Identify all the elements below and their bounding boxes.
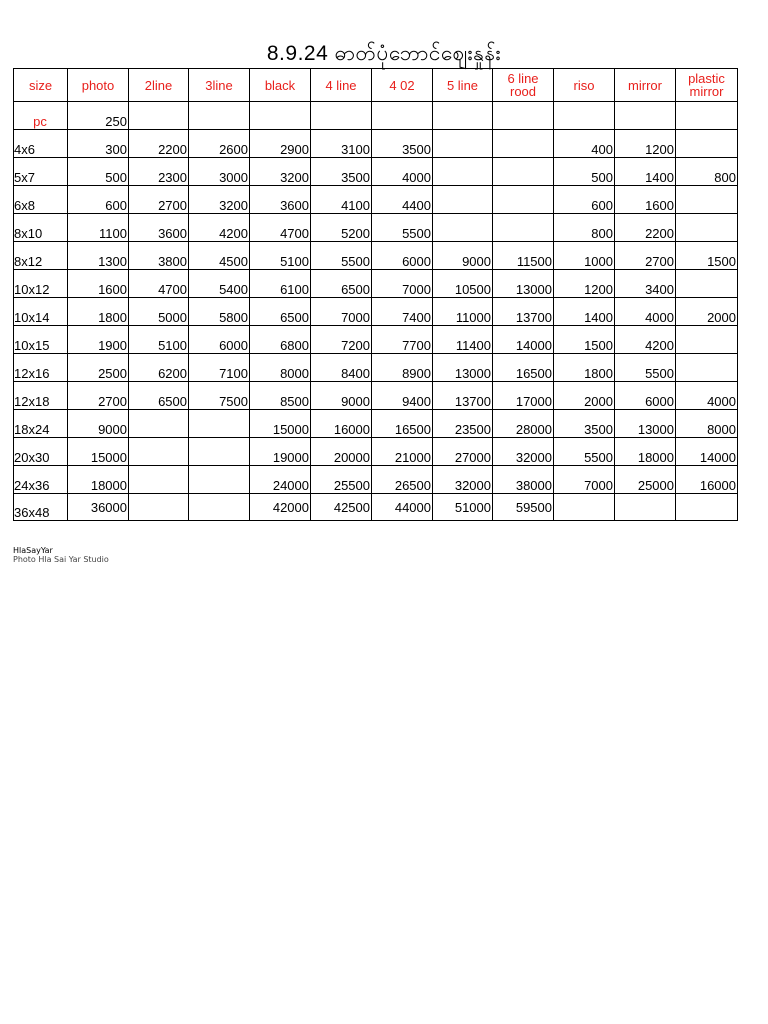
price-cell: 3000 [189, 158, 250, 186]
price-cell: 13000 [493, 270, 554, 298]
table-row [14, 214, 738, 242]
price-cell [433, 214, 493, 242]
price-cell: 59500 [493, 494, 554, 521]
column-header: 4 line [311, 69, 372, 102]
price-cell [676, 214, 738, 242]
price-cell: 4500 [189, 242, 250, 270]
price-cell: 15000 [68, 438, 129, 466]
price-cell: 4200 [615, 326, 676, 354]
footer-subtitle: Photo Hla Sai Yar Studio [13, 555, 109, 564]
price-cell: 5400 [189, 270, 250, 298]
price-cell: 15000 [250, 410, 311, 438]
price-cell [676, 326, 738, 354]
table-row [14, 354, 738, 382]
price-cell [129, 410, 189, 438]
price-cell: 300 [68, 130, 129, 158]
price-cell [493, 214, 554, 242]
price-cell: 5500 [372, 214, 433, 242]
size-cell: 20x30 [14, 438, 68, 466]
size-cell: pc [14, 102, 68, 130]
price-cell [493, 102, 554, 130]
price-cell: 7200 [311, 326, 372, 354]
price-cell: 600 [68, 186, 129, 214]
price-cell [676, 102, 738, 130]
column-header: 3line [189, 69, 250, 102]
size-cell: 8x12 [14, 242, 68, 270]
column-header: 4 02 [372, 69, 433, 102]
table-row [14, 270, 738, 298]
price-cell: 1800 [68, 298, 129, 326]
price-cell: 2700 [68, 382, 129, 410]
price-cell: 4700 [250, 214, 311, 242]
price-cell: 2700 [129, 186, 189, 214]
price-cell [433, 186, 493, 214]
price-cell: 5100 [129, 326, 189, 354]
price-cell: 3800 [129, 242, 189, 270]
price-cell: 4400 [372, 186, 433, 214]
price-cell: 1200 [554, 270, 615, 298]
table-row [14, 298, 738, 326]
price-cell: 6000 [189, 326, 250, 354]
price-cell: 1500 [554, 326, 615, 354]
price-cell: 9000 [433, 242, 493, 270]
price-cell: 8500 [250, 382, 311, 410]
price-cell: 2900 [250, 130, 311, 158]
column-header: mirror [615, 69, 676, 102]
price-cell: 6100 [250, 270, 311, 298]
price-cell [554, 494, 615, 521]
price-cell: 6000 [615, 382, 676, 410]
column-header: 5 line [433, 69, 493, 102]
size-cell: 12x18 [14, 382, 68, 410]
price-cell: 5500 [554, 438, 615, 466]
price-cell: 1200 [615, 130, 676, 158]
price-cell: 11400 [433, 326, 493, 354]
price-cell: 3600 [129, 214, 189, 242]
price-cell [372, 102, 433, 130]
price-cell [493, 186, 554, 214]
price-cell [129, 438, 189, 466]
price-cell: 3200 [250, 158, 311, 186]
table-row [14, 102, 738, 130]
price-cell [676, 130, 738, 158]
table-row [14, 186, 738, 214]
size-cell: 36x48 [14, 494, 68, 521]
size-cell: 12x16 [14, 354, 68, 382]
price-cell: 2200 [615, 214, 676, 242]
price-cell: 6000 [372, 242, 433, 270]
price-cell [189, 466, 250, 494]
price-cell: 7700 [372, 326, 433, 354]
price-cell: 4000 [615, 298, 676, 326]
price-cell: 1500 [676, 242, 738, 270]
table-row [14, 410, 738, 438]
table-row [14, 130, 738, 158]
price-cell: 5200 [311, 214, 372, 242]
price-cell: 16000 [311, 410, 372, 438]
price-cell: 42000 [250, 494, 311, 521]
price-cell [493, 158, 554, 186]
price-cell: 7400 [372, 298, 433, 326]
price-cell: 28000 [493, 410, 554, 438]
column-header: plastic mirror [676, 69, 738, 102]
price-cell: 25000 [615, 466, 676, 494]
price-cell: 7000 [311, 298, 372, 326]
price-cell: 4100 [311, 186, 372, 214]
price-cell: 1400 [615, 158, 676, 186]
price-cell: 4700 [129, 270, 189, 298]
price-cell: 1600 [615, 186, 676, 214]
price-cell: 24000 [250, 466, 311, 494]
price-cell: 8900 [372, 354, 433, 382]
price-cell: 2200 [129, 130, 189, 158]
price-cell: 9400 [372, 382, 433, 410]
size-cell: 18x24 [14, 410, 68, 438]
price-cell: 1800 [554, 354, 615, 382]
price-cell: 5000 [129, 298, 189, 326]
price-cell: 19000 [250, 438, 311, 466]
price-cell [129, 494, 189, 521]
price-cell: 16500 [493, 354, 554, 382]
size-cell: 24x36 [14, 466, 68, 494]
price-cell: 16500 [372, 410, 433, 438]
size-cell: 5x7 [14, 158, 68, 186]
table-row [14, 494, 738, 521]
price-cell [676, 354, 738, 382]
price-cell: 21000 [372, 438, 433, 466]
price-cell: 8000 [250, 354, 311, 382]
price-cell: 3600 [250, 186, 311, 214]
price-cell [433, 130, 493, 158]
price-cell: 8400 [311, 354, 372, 382]
size-cell: 6x8 [14, 186, 68, 214]
size-cell: 8x10 [14, 214, 68, 242]
price-cell: 5500 [311, 242, 372, 270]
price-cell: 11000 [433, 298, 493, 326]
price-cell: 3500 [372, 130, 433, 158]
price-cell [129, 466, 189, 494]
column-header: photo [68, 69, 129, 102]
price-cell [676, 186, 738, 214]
price-cell: 20000 [311, 438, 372, 466]
price-cell: 32000 [433, 466, 493, 494]
price-cell: 32000 [493, 438, 554, 466]
table-row [14, 438, 738, 466]
price-cell [189, 494, 250, 521]
price-cell: 400 [554, 130, 615, 158]
table-row [14, 326, 738, 354]
price-cell: 5800 [189, 298, 250, 326]
price-cell: 600 [554, 186, 615, 214]
price-cell: 3400 [615, 270, 676, 298]
footer-brand: HlaSayYar [13, 546, 53, 555]
price-cell [433, 102, 493, 130]
price-cell: 1100 [68, 214, 129, 242]
price-cell: 5100 [250, 242, 311, 270]
price-cell: 1000 [554, 242, 615, 270]
price-cell: 10500 [433, 270, 493, 298]
price-cell: 1900 [68, 326, 129, 354]
column-header: 2line [129, 69, 189, 102]
table-row [14, 382, 738, 410]
price-cell [189, 410, 250, 438]
price-cell [189, 102, 250, 130]
size-cell: 10x14 [14, 298, 68, 326]
column-header: 6 line rood [493, 69, 554, 102]
price-cell: 7500 [189, 382, 250, 410]
column-header: riso [554, 69, 615, 102]
price-cell: 18000 [68, 466, 129, 494]
price-cell: 9000 [311, 382, 372, 410]
price-cell [129, 102, 189, 130]
price-cell: 25500 [311, 466, 372, 494]
size-cell: 10x12 [14, 270, 68, 298]
price-cell: 9000 [68, 410, 129, 438]
price-cell [250, 102, 311, 130]
price-cell: 17000 [493, 382, 554, 410]
price-cell: 26500 [372, 466, 433, 494]
price-cell: 500 [68, 158, 129, 186]
price-cell: 3500 [554, 410, 615, 438]
price-cell: 4000 [676, 382, 738, 410]
size-cell: 4x6 [14, 130, 68, 158]
price-cell: 13000 [433, 354, 493, 382]
price-cell: 6200 [129, 354, 189, 382]
price-cell: 1300 [68, 242, 129, 270]
price-cell: 13700 [493, 298, 554, 326]
price-cell: 5500 [615, 354, 676, 382]
price-cell: 42500 [311, 494, 372, 521]
table-row [14, 242, 738, 270]
price-cell: 4000 [372, 158, 433, 186]
price-cell: 2500 [68, 354, 129, 382]
price-cell: 2700 [615, 242, 676, 270]
price-cell: 6800 [250, 326, 311, 354]
price-cell: 11500 [493, 242, 554, 270]
header-row [14, 69, 738, 102]
price-cell: 2300 [129, 158, 189, 186]
price-cell: 13700 [433, 382, 493, 410]
price-cell: 13000 [615, 410, 676, 438]
column-header: black [250, 69, 311, 102]
table-row [14, 466, 738, 494]
price-cell: 1600 [68, 270, 129, 298]
price-cell: 800 [554, 214, 615, 242]
price-cell: 7100 [189, 354, 250, 382]
price-cell: 27000 [433, 438, 493, 466]
price-cell: 3500 [311, 158, 372, 186]
price-cell: 51000 [433, 494, 493, 521]
price-cell: 18000 [615, 438, 676, 466]
price-cell: 500 [554, 158, 615, 186]
price-cell: 3100 [311, 130, 372, 158]
price-cell [189, 438, 250, 466]
price-cell: 6500 [250, 298, 311, 326]
price-cell: 8000 [676, 410, 738, 438]
column-header: size [14, 69, 68, 102]
price-cell: 800 [676, 158, 738, 186]
price-cell [493, 130, 554, 158]
price-cell: 4200 [189, 214, 250, 242]
price-cell: 2600 [189, 130, 250, 158]
price-cell: 14000 [493, 326, 554, 354]
price-cell: 2000 [554, 382, 615, 410]
price-cell: 1400 [554, 298, 615, 326]
size-cell: 10x15 [14, 326, 68, 354]
price-cell [433, 158, 493, 186]
price-table [13, 68, 738, 521]
price-cell: 250 [68, 102, 129, 130]
price-cell: 3200 [189, 186, 250, 214]
page-title: 8.9.24 ဓာတ်ပုံဘောင်ဈေးနှုန်း [266, 42, 502, 65]
price-cell: 23500 [433, 410, 493, 438]
price-cell [554, 102, 615, 130]
price-cell [676, 494, 738, 521]
price-cell: 14000 [676, 438, 738, 466]
price-cell: 7000 [554, 466, 615, 494]
price-cell: 6500 [129, 382, 189, 410]
price-cell [311, 102, 372, 130]
price-cell: 6500 [311, 270, 372, 298]
price-cell [615, 494, 676, 521]
table-row [14, 158, 738, 186]
price-cell: 2000 [676, 298, 738, 326]
price-cell [676, 270, 738, 298]
price-cell: 7000 [372, 270, 433, 298]
price-cell: 38000 [493, 466, 554, 494]
price-cell: 44000 [372, 494, 433, 521]
price-cell [615, 102, 676, 130]
footer [13, 546, 109, 564]
price-cell: 36000 [68, 494, 129, 521]
price-cell: 16000 [676, 466, 738, 494]
